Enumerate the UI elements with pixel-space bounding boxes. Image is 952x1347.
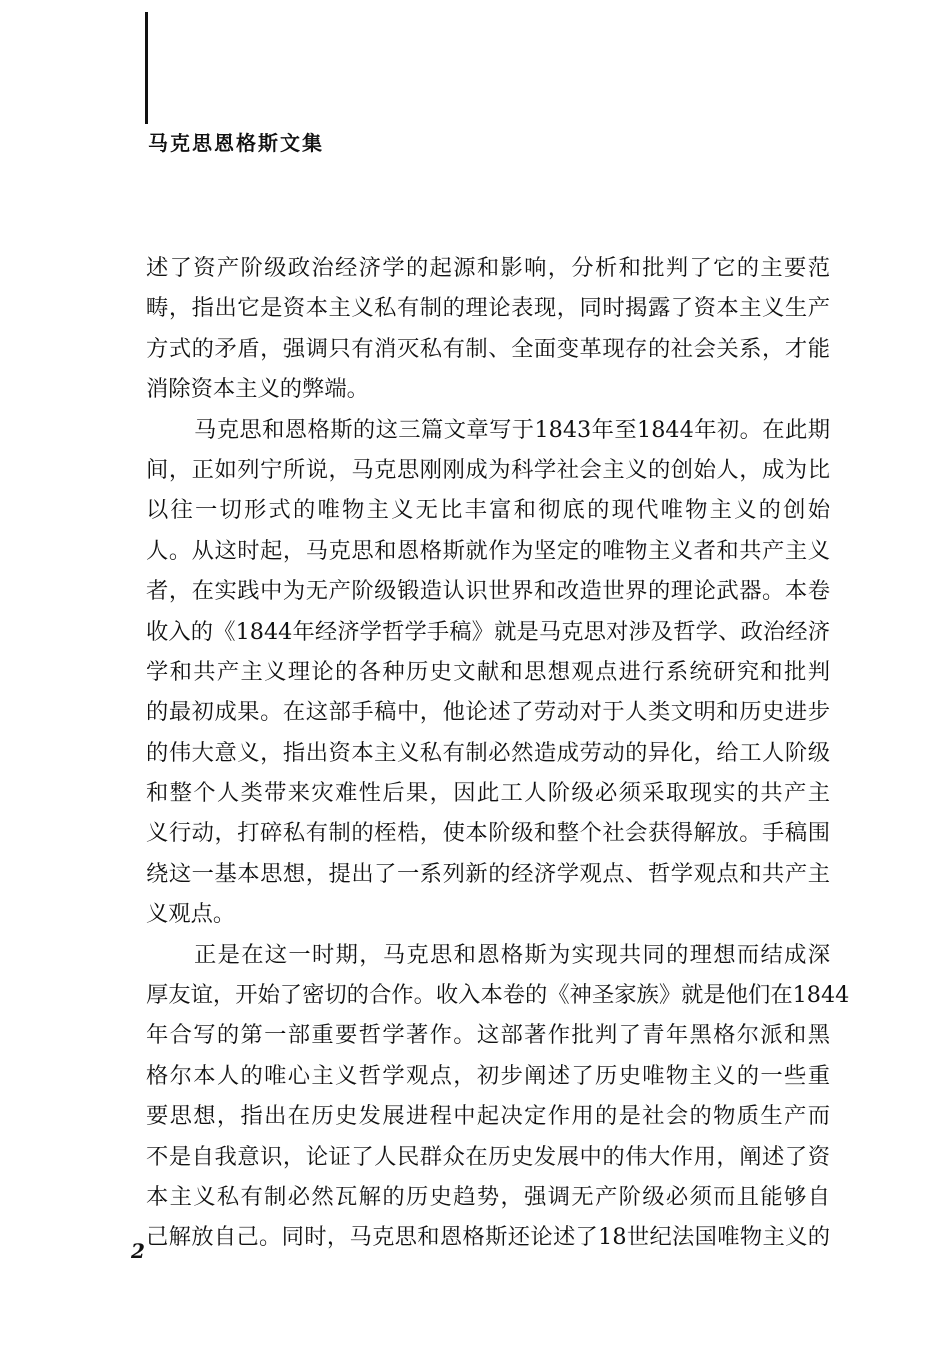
text-line: 不是自我意识，论证了人民群众在历史发展中的伟大作用，阐述了资 [146, 1143, 830, 1170]
text-line: 以往一切形式的唯物主义无比丰富和彻底的现代唯物主义的创始 [146, 497, 830, 524]
text-line: 方式的矛盾，强调只有消灭私有制、全面变革现存的社会关系，才能 [146, 335, 830, 362]
text-line: 己解放自己。同时，马克思和恩格斯还论述了18世纪法国唯物主义的 [146, 1224, 830, 1251]
text-line: 者，在实践中为无产阶级锻造认识世界和改造世界的理论武器。本卷 [146, 578, 830, 605]
text-line: 的最初成果。在这部手稿中，他论述了劳动对于人类文明和历史进步 [146, 699, 830, 726]
running-header-title: 马克思恩格斯文集 [148, 131, 324, 155]
text-line: 年合写的第一部重要哲学著作。这部著作批判了青年黑格尔派和黑 [146, 1022, 830, 1049]
paragraph-start-line: 马克思和恩格斯的这三篇文章写于1843年至1844年初。在此期 [194, 416, 830, 443]
page-number: 2 [131, 1239, 145, 1263]
text-line: 要思想，指出在历史发展进程中起决定作用的是社会的物质生产而 [146, 1103, 830, 1130]
text-line: 义观点。 [146, 901, 236, 928]
text-line: 学和共产主义理论的各种历史文献和思想观点进行系统研究和批判 [146, 658, 830, 685]
text-line: 格尔本人的唯心主义哲学观点，初步阐述了历史唯物主义的一些重 [146, 1062, 830, 1089]
header-rule [145, 12, 148, 124]
text-line: 厚友谊，开始了密切的合作。收入本卷的《神圣家族》就是他们在1844 [146, 982, 850, 1009]
text-line: 义行动，打碎私有制的桎梏，使本阶级和整个社会获得解放。手稿围 [146, 820, 830, 847]
paragraph-start-line: 正是在这一时期，马克思和恩格斯为实现共同的理想而结成深 [194, 941, 830, 968]
text-line: 消除资本主义的弊端。 [146, 376, 369, 403]
text-line: 畴，指出它是资本主义私有制的理论表现，同时揭露了资本主义生产 [146, 295, 830, 322]
text-line: 和整个人类带来灾难性后果，因此工人阶级必须采取现实的共产主 [146, 780, 830, 807]
text-line: 收入的《1844年经济学哲学手稿》就是马克思对涉及哲学、政治经济 [146, 618, 830, 645]
body-text [146, 248, 850, 1258]
text-line: 述了资产阶级政治经济学的起源和影响，分析和批判了它的主要范 [146, 255, 830, 281]
text-line: 人。从这时起，马克思和恩格斯就作为坚定的唯物主义者和共产主义 [146, 537, 830, 564]
text-line: 本主义私有制必然瓦解的历史趋势，强调无产阶级必须而且能够自 [146, 1183, 830, 1210]
text-line: 的伟大意义，指出资本主义私有制必然造成劳动的异化，给工人阶级 [146, 739, 830, 766]
text-line: 间，正如列宁所说，马克思刚刚成为科学社会主义的创始人，成为比 [146, 456, 830, 483]
text-line: 绕这一基本思想，提出了一系列新的经济学观点、哲学观点和共产主 [146, 860, 830, 887]
